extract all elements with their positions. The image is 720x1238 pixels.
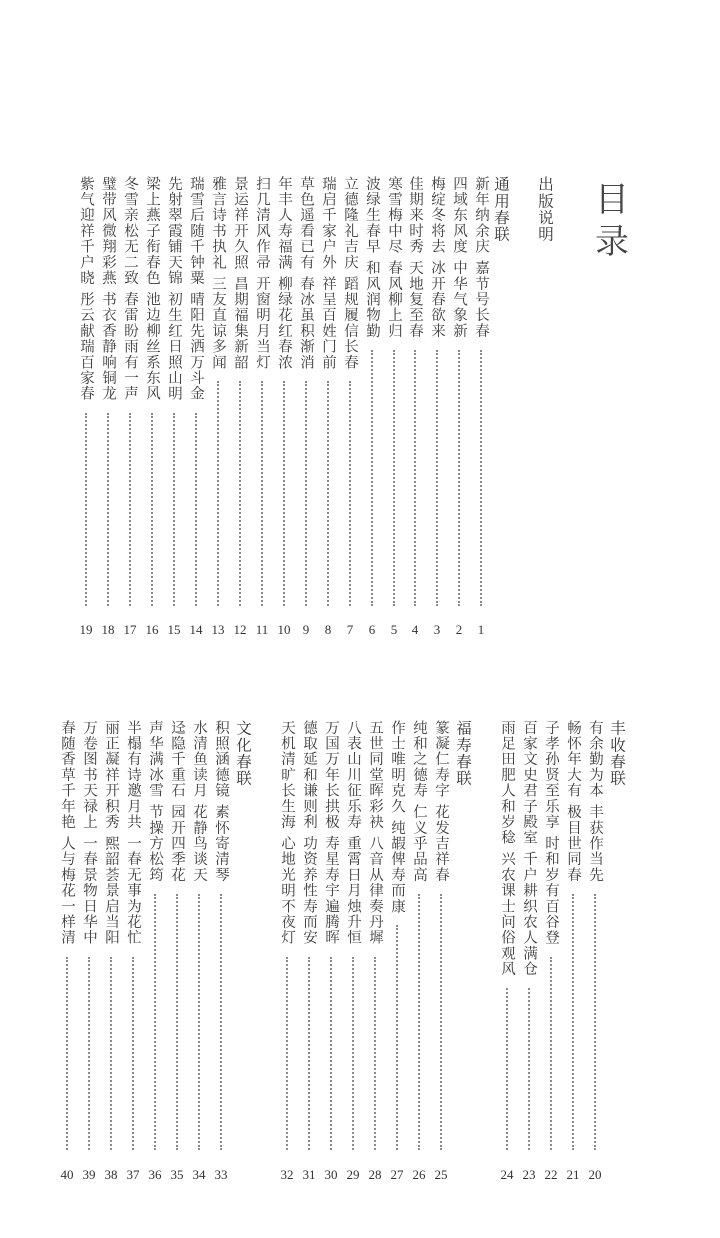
toc-dot-leader: [176, 894, 178, 1150]
toc-dot-leader: [195, 413, 197, 606]
toc-dot-leader: [396, 925, 398, 1150]
toc-entry-title[interactable]: 春随香草千年艳 人与梅花一样清: [59, 720, 75, 946]
toc-entry-title[interactable]: 梅绽冬将去 冰开春欲来: [429, 176, 445, 339]
toc-dot-leader: [349, 381, 351, 606]
toc-page-number: 10: [277, 622, 291, 637]
toc-page-number: 14: [189, 622, 203, 637]
toc-entry-title[interactable]: 有余勤为本 丰获作当先: [587, 720, 603, 883]
toc-page-number: 36: [148, 1167, 162, 1182]
toc-dot-leader: [506, 988, 508, 1150]
toc-entry-title[interactable]: 先射翠霞铺天锦 初生红日照山明: [166, 176, 182, 402]
toc-page-number: 31: [302, 1167, 316, 1182]
toc-page-number: 21: [566, 1167, 580, 1182]
section-heading: 福寿春联: [454, 720, 472, 787]
toc-dot-leader: [154, 894, 156, 1150]
toc-page-number: 1: [477, 622, 485, 637]
toc-page-number: 27: [390, 1167, 404, 1182]
toc-page-number: 24: [500, 1167, 514, 1182]
toc-entry-title[interactable]: 瑞雪后随千钟粟 晴阳先洒万斗金: [188, 176, 204, 402]
toc-dot-leader: [458, 350, 460, 606]
toc-dot-leader: [88, 957, 90, 1150]
toc-page-number: 4: [411, 622, 419, 637]
toc-page-number: 16: [145, 622, 159, 637]
toc-page-number: 17: [123, 622, 137, 637]
toc-dot-leader: [110, 957, 112, 1150]
toc-page-number: 35: [170, 1167, 184, 1182]
toc-dot-leader: [393, 350, 395, 606]
toc-dot-leader: [436, 350, 438, 606]
toc-page-number: 15: [167, 622, 181, 637]
toc-entry-title[interactable]: 璧带风微翔彩燕 书衣香静响铜龙: [100, 176, 116, 402]
toc-dot-leader: [371, 350, 373, 606]
toc-entry-title[interactable]: 紫气迎祥千户晓 彤云献瑞百家春: [78, 176, 94, 402]
toc-dot-leader: [572, 894, 574, 1150]
toc-entry-title[interactable]: 纯和之德寿 仁义乎品高: [411, 720, 427, 883]
toc-entry-title[interactable]: 波绿生春早 和风润物勤: [364, 176, 380, 339]
section-heading: 丰收春联: [608, 720, 626, 787]
toc-page-number: 18: [101, 622, 115, 637]
toc-dot-leader: [283, 381, 285, 606]
toc-page-number: 29: [346, 1167, 360, 1182]
toc-page-number: 6: [368, 622, 376, 637]
toc-dot-leader: [480, 350, 482, 606]
toc-dot-leader: [151, 413, 153, 606]
toc-entry-title[interactable]: 声华满冰雪 节操方松筠: [147, 720, 163, 883]
toc-entry-title[interactable]: 冬雪亲松无二致 春雷盼雨有一声: [122, 176, 138, 402]
toc-dot-leader: [85, 413, 87, 606]
toc-dot-leader: [286, 957, 288, 1150]
toc-dot-leader: [374, 957, 376, 1150]
toc-dot-leader: [352, 957, 354, 1150]
toc-entry-title[interactable]: 梁上燕子衔春色 池边柳丝系东风: [144, 176, 160, 402]
toc-entry-title[interactable]: 百家文史君子殿室 千户耕织农人满仓: [521, 720, 537, 978]
toc-entry-title[interactable]: 万卷图书天禄上 一春景物日华中: [81, 720, 97, 946]
toc-dot-leader: [261, 381, 263, 606]
toc-page-number: 9: [302, 622, 310, 637]
toc-dot-leader: [594, 894, 596, 1150]
toc-dot-leader: [550, 957, 552, 1150]
toc-dot-leader: [414, 350, 416, 606]
toc-entry-title[interactable]: 万国万年长拱极 寿星寿宇遍腾晖: [323, 720, 339, 946]
toc-entry-title[interactable]: 四域东风度 中华气象新: [451, 176, 467, 339]
toc-dot-leader: [107, 413, 109, 606]
toc-entry-title[interactable]: 佳期来时秀 天地复至春: [407, 176, 423, 339]
toc-entry-title[interactable]: 积照涵德镜 素怀寄清琴: [213, 720, 229, 883]
toc-page-number: 3: [433, 622, 441, 637]
toc-dot-leader: [418, 894, 420, 1150]
toc-page-number: 30: [324, 1167, 338, 1182]
toc-dot-leader: [308, 957, 310, 1150]
toc-entry-title[interactable]: 寒雪梅中尽 春风柳上归: [386, 176, 402, 339]
section-general: 通用春联: [492, 176, 510, 243]
toc-entry-title[interactable]: 五世同堂晖彩袂 八音从律奏丹墀: [367, 720, 383, 946]
toc-entry-title[interactable]: 景运祥开久照 昌期福集新韶: [232, 176, 248, 371]
toc-entry-title[interactable]: 迳隐千重石 园开四季花: [169, 720, 185, 883]
toc-dot-leader: [327, 381, 329, 606]
toc-entry-title[interactable]: 雨足田肥人和岁稔 兴农课士问俗观风: [499, 720, 515, 978]
toc-page-number: 37: [126, 1167, 140, 1182]
toc-dot-leader: [330, 957, 332, 1150]
toc-entry-title[interactable]: 畅怀年大有 极目世同春: [565, 720, 581, 883]
toc-entry-title[interactable]: 子孝孙贤至乐享 时和岁有百谷登: [543, 720, 559, 946]
toc-page-number: 38: [104, 1167, 118, 1182]
toc-page-number: 2: [455, 622, 463, 637]
toc-dot-leader: [528, 988, 530, 1150]
toc-title-char-1: 目: [595, 180, 629, 220]
toc-page-number: 39: [82, 1167, 96, 1182]
toc-page-number: 12: [233, 622, 247, 637]
toc-page-number: 13: [211, 622, 225, 637]
toc-dot-leader: [132, 957, 134, 1150]
toc-page-number: 32: [280, 1167, 294, 1182]
toc-dot-leader: [220, 894, 222, 1150]
toc-dot-leader: [198, 894, 200, 1150]
toc-entry-title[interactable]: 新年纳余庆 嘉节号长春: [473, 176, 489, 339]
toc-entry-title[interactable]: 八表山川征乐寿 重霄日月烛升恒: [345, 720, 361, 946]
toc-dot-leader: [305, 381, 307, 606]
toc-page-number: 5: [390, 622, 398, 637]
toc-title-char-2: 录: [595, 222, 629, 262]
preface-link[interactable]: 出版说明: [536, 176, 554, 243]
toc-dot-leader: [440, 894, 442, 1150]
toc-entry-title[interactable]: 半榻有诗邀月共 一春无事为花忙: [125, 720, 141, 946]
toc-entry-title[interactable]: 水清鱼读月 花静鸟谈天: [191, 720, 207, 883]
toc-dot-leader: [217, 381, 219, 606]
toc-page-number: 33: [214, 1167, 228, 1182]
toc-page-number: 34: [192, 1167, 206, 1182]
toc-page-number: 7: [346, 622, 354, 637]
toc-entry-title[interactable]: 丽正凝祥开积秀 熙韶荟景启当阳: [103, 720, 119, 946]
toc-entry-title[interactable]: 篆凝仁寿字 花发吉祥春: [433, 720, 449, 883]
toc-page-number: 11: [255, 622, 269, 637]
toc-page-number: 26: [412, 1167, 426, 1182]
toc-page-number: 8: [324, 622, 332, 637]
toc-page-number: 20: [588, 1167, 602, 1182]
toc-page-number: 25: [434, 1167, 448, 1182]
toc-entry-title[interactable]: 德取延和谦则利 功资养性寿而安: [301, 720, 317, 946]
toc-entry-title[interactable]: 天机清旷长生海 心地光明不夜灯: [279, 720, 295, 946]
toc-entry-title[interactable]: 瑞启千家户外 祥呈百姓门前: [320, 176, 336, 371]
section-heading: 文化春联: [234, 720, 252, 787]
toc-entry-title[interactable]: 扫几清风作帚 开窗明月当灯: [254, 176, 270, 371]
toc-dot-leader: [239, 381, 241, 606]
toc-dot-leader: [66, 957, 68, 1150]
toc-dot-leader: [129, 413, 131, 606]
toc-entry-title[interactable]: 年丰人寿福满 柳绿花红春浓: [276, 176, 292, 371]
toc-page-number: 40: [60, 1167, 74, 1182]
toc-entry-title[interactable]: 草色遥看已有 春冰虽积渐消: [298, 176, 314, 371]
toc-entry-title[interactable]: 作士唯明克久 纯嘏俾寿而康: [389, 720, 405, 915]
toc-entry-title[interactable]: 雅言诗书执礼 三友直谅多闻: [210, 176, 226, 371]
toc-page-number: 22: [544, 1167, 558, 1182]
toc-page-number: 23: [522, 1167, 536, 1182]
toc-dot-leader: [173, 413, 175, 606]
toc-page-number: 19: [79, 622, 93, 637]
toc-page-number: 28: [368, 1167, 382, 1182]
toc-entry-title[interactable]: 立德隆礼吉庆 蹈规履信长春: [342, 176, 358, 371]
